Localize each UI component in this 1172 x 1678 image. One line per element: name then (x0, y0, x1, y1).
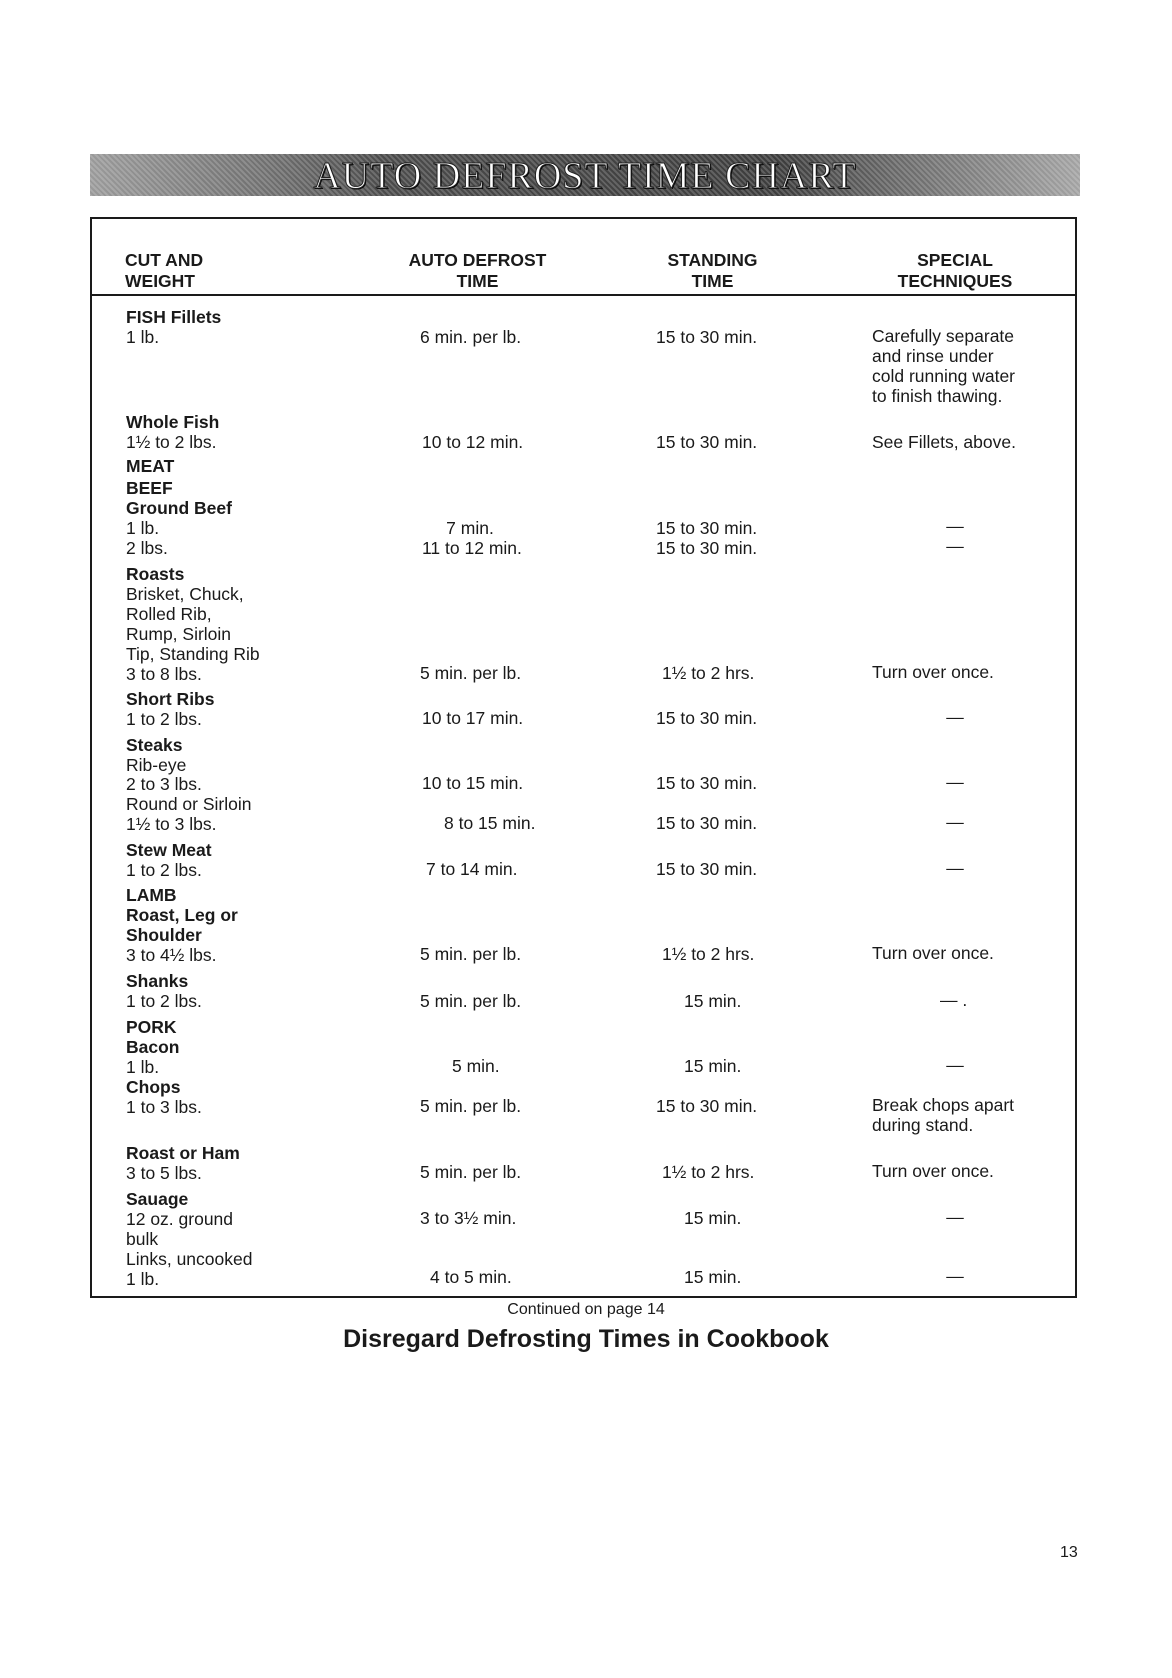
row-weight: 1½ to 2 lbs. (126, 432, 217, 452)
row-technique: Carefully separate and rinse under cold running water to finish thawing. (872, 326, 1015, 406)
continued-note: Continued on page 14 (507, 1301, 665, 1318)
row-technique: — (946, 1266, 964, 1286)
row-defrost: 7 to 14 min. (426, 859, 518, 879)
row-standing: 1½ to 2 hrs. (662, 1162, 755, 1182)
row-defrost: 5 min. (452, 1056, 500, 1076)
row-standing: 1½ to 2 hrs. (662, 944, 755, 964)
disregard-heading: Disregard Defrosting Times in Cookbook (343, 1325, 829, 1353)
row-label: Short Ribs (126, 689, 215, 709)
row-technique: — (946, 858, 964, 878)
row-subcut: Links, uncooked (126, 1249, 253, 1269)
row-weight: 1 lb. (126, 518, 160, 538)
page-number: 13 (1060, 1544, 1078, 1561)
row-technique: Turn over once. (872, 1161, 994, 1181)
row-defrost: 4 to 5 min. (430, 1267, 512, 1287)
header-auto-defrost: AUTO DEFROST TIME (408, 250, 547, 291)
row-standing: 15 to 30 min. (656, 708, 758, 728)
header-standing: STANDING TIME (667, 250, 758, 291)
row-label: FISH Fillets (126, 307, 222, 327)
row-label: Whole Fish (126, 412, 220, 432)
row-defrost: 5 min. per lb. (420, 663, 522, 683)
row-defrost: 3 to 3½ min. (420, 1208, 517, 1228)
row-technique: — (946, 536, 964, 556)
row-description: Brisket, Chuck, Rolled Rib, Rump, Sirloin Tip, Standing Rib (126, 584, 260, 664)
section-heading: BEEF (126, 478, 173, 498)
row-technique: Turn over once. (872, 662, 994, 682)
row-label: Roasts (126, 564, 185, 584)
row-defrost: 10 to 15 min. (422, 773, 524, 793)
row-defrost: 11 to 12 min. (422, 538, 522, 558)
row-weight: 1 to 2 lbs. (126, 860, 202, 880)
row-label: Bacon (126, 1037, 180, 1057)
row-standing: 1½ to 2 hrs. (662, 663, 755, 683)
row-defrost: 8 to 15 min. (444, 813, 536, 833)
row-weight: 12 oz. ground (126, 1209, 234, 1229)
row-technique: See Fillets, above. (872, 432, 1016, 452)
row-label: Sauage (126, 1189, 189, 1209)
row-standing: 15 min. (684, 1208, 742, 1228)
row-standing: 15 to 30 min. (656, 518, 758, 538)
row-weight: 3 to 5 lbs. (126, 1163, 202, 1183)
row-label: Roast, Leg or (126, 905, 238, 925)
row-standing: 15 to 30 min. (656, 773, 758, 793)
row-defrost: 10 to 12 min. (422, 432, 524, 452)
section-heading: PORK (126, 1017, 177, 1037)
row-standing: 15 min. (684, 1267, 742, 1287)
header-cut: CUT AND WEIGHT (125, 250, 204, 291)
row-weight: 1 lb. (126, 1057, 160, 1077)
row-technique: — (946, 707, 964, 727)
row-standing: 15 min. (684, 1056, 742, 1076)
row-label: Shoulder (126, 925, 202, 945)
row-label: Ground Beef (126, 498, 232, 518)
row-defrost: 10 to 17 min. (422, 708, 524, 728)
row-weight: 3 to 4½ lbs. (126, 945, 217, 965)
row-technique: — (946, 516, 964, 536)
row-weight: 1½ to 3 lbs. (126, 814, 217, 834)
row-standing: 15 to 30 min. (656, 1096, 758, 1116)
row-technique: Turn over once. (872, 943, 994, 963)
row-weight: bulk (126, 1229, 159, 1249)
row-subcut: Rib-eye (126, 755, 187, 775)
row-standing: 15 to 30 min. (656, 327, 758, 347)
row-defrost: 5 min. per lb. (420, 944, 522, 964)
row-technique: — (946, 1207, 964, 1227)
chart-title: AUTO DEFROST TIME CHART (313, 155, 857, 197)
row-weight: 1 to 2 lbs. (126, 709, 202, 729)
row-technique: — . (940, 990, 968, 1010)
row-defrost: 5 min. per lb. (420, 1096, 522, 1116)
row-weight: 1 lb. (126, 327, 160, 347)
row-defrost: 5 min. per lb. (420, 991, 522, 1011)
row-technique: — (946, 1055, 964, 1075)
row-standing: 15 to 30 min. (656, 538, 758, 558)
row-label: Chops (126, 1077, 181, 1097)
row-label: Stew Meat (126, 840, 212, 860)
row-label: Roast or Ham (126, 1143, 240, 1163)
row-weight: 2 to 3 lbs. (126, 774, 202, 794)
row-weight: 3 to 8 lbs. (126, 664, 202, 684)
row-technique: Break chops apart during stand. (872, 1095, 1015, 1135)
row-standing: 15 to 30 min. (656, 859, 758, 879)
row-standing: 15 to 30 min. (656, 432, 758, 452)
row-standing: 15 min. (684, 991, 742, 1011)
row-technique: — (946, 772, 964, 792)
row-standing: 15 to 30 min. (656, 813, 758, 833)
section-heading: MEAT (126, 456, 175, 476)
section-heading: LAMB (126, 885, 177, 905)
header-divider (90, 294, 1077, 296)
row-weight: 1 to 3 lbs. (126, 1097, 202, 1117)
row-technique: — (946, 812, 964, 832)
row-defrost: 7 min. (446, 518, 494, 538)
row-label: Shanks (126, 971, 189, 991)
row-weight: 2 lbs. (126, 538, 168, 558)
row-weight: 1 to 2 lbs. (126, 991, 202, 1011)
header-special: SPECIAL TECHNIQUES (897, 250, 1013, 291)
row-weight: 1 lb. (126, 1269, 160, 1289)
row-defrost: 5 min. per lb. (420, 1162, 522, 1182)
row-defrost: 6 min. per lb. (420, 327, 522, 347)
row-subcut: Round or Sirloin (126, 794, 252, 814)
row-label: Steaks (126, 735, 183, 755)
chart-banner (90, 154, 1080, 196)
